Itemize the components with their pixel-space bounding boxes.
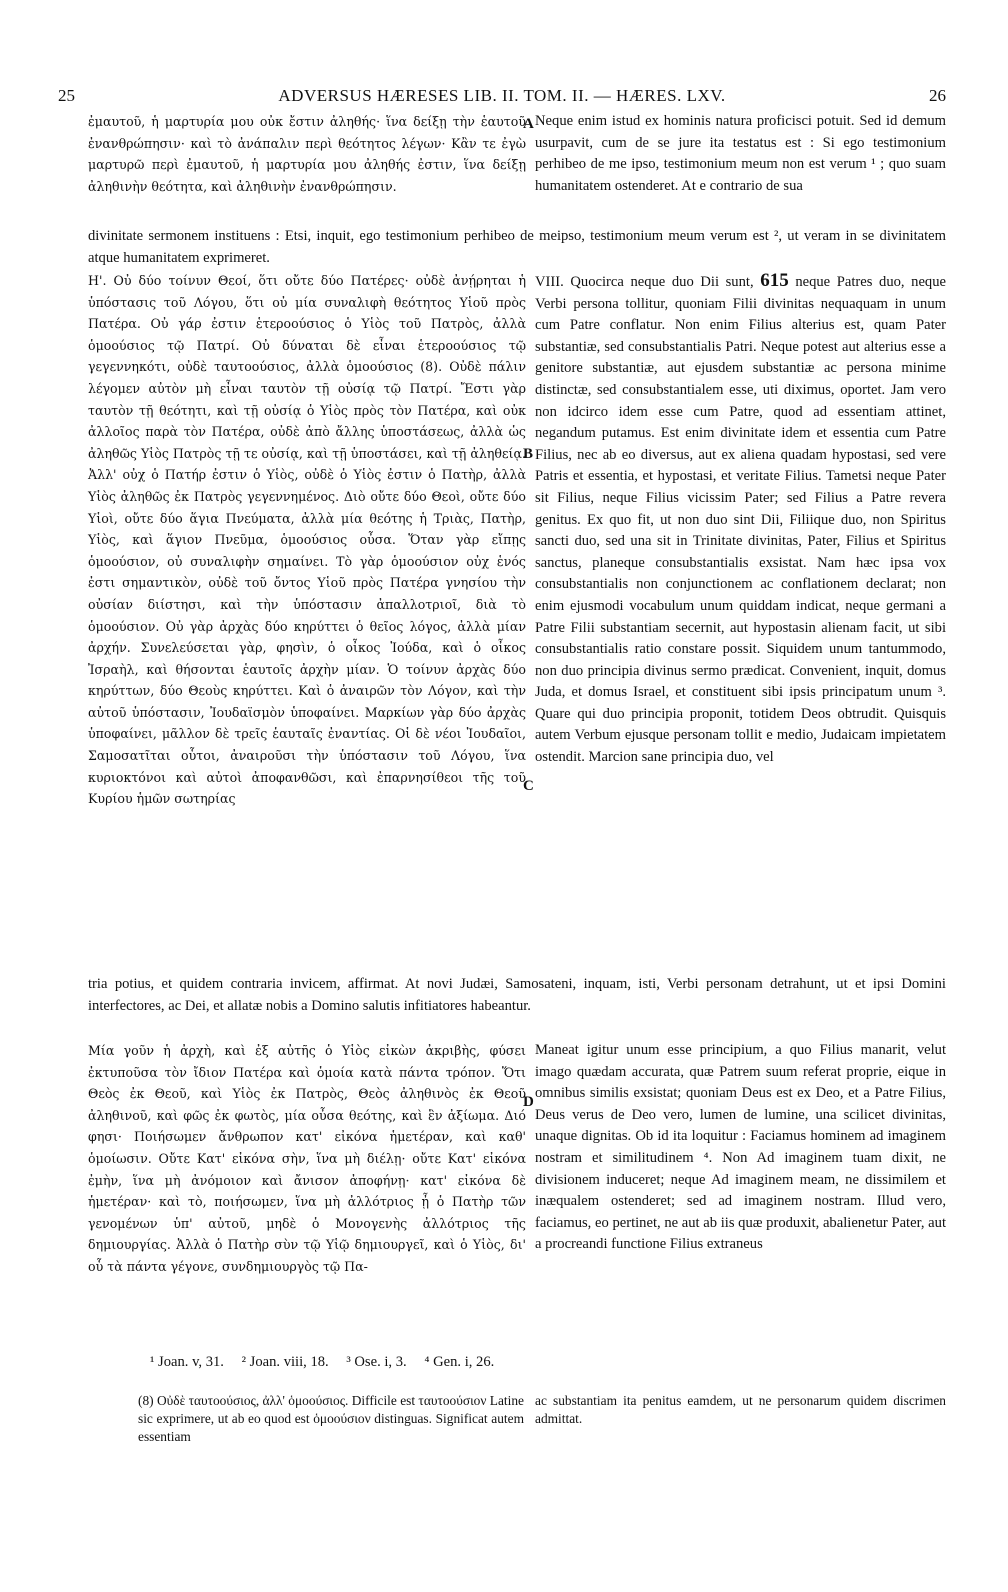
footnotes	[150, 1354, 508, 1371]
footnote-3: ³ Ose. i, 3.	[346, 1354, 407, 1370]
latin-text: Neque enim istud ex hominis natura proficisci potuit. Sed id demum usurpavit, cum de se jure ita testatus est : Si ego testimonium perhibeo de me ipso, testimonium meum non est verum ¹ ; quo suam humanitatem ostenderet. At e contrario de sua	[535, 113, 946, 194]
block-3	[30, 1040, 974, 1340]
greek-column	[88, 270, 526, 810]
margin-letter-a: A	[523, 116, 534, 132]
latin-text: Maneat igitur unum esse principium, a quo Filius manarit, velut imago quædam accurata, quæ Patrem suum referat proprie, eique in omnibus similis exsistat; quoniam Deus est ex Deo, et a Patre Filius, Deus verus de Deo vero, lumen de lumine, una scilicet divinitas, unaque dignitas. Ob id ita loquitur : Faciamus hominem ad imaginem nostram et similitudinem ⁴. Non Ad imaginem tuam dixit, ne divisionem induceret; neque Ad imaginem meam, ne dissimilem et inæqualem ostenderet; sed ad imaginem nostram. Illud vero, faciamus, eo pertinet, ne aut ab iis quæ produxit, abalienetur Pater, aut a procreandi functione Filius extraneus	[535, 1042, 946, 1253]
editor-note-left: (8) Οὐδὲ ταυτοούσιος, ἀλλ' ὁμοούσιος. Difficile est ταυτοούσιον Latine sic exprimere, ut ab eo quod est ὁμοούσιον distinguas. Significat autem essentiam	[138, 1393, 524, 1444]
latin-column	[535, 111, 946, 197]
spanning-line-2	[88, 974, 946, 1017]
greek-column	[88, 111, 526, 197]
block-1	[30, 111, 974, 223]
latin-column	[535, 1040, 946, 1256]
running-title: ADVERSUS HÆRESES LIB. II. TOM. II. — HÆRES. LXV.	[278, 86, 726, 105]
running-header	[58, 86, 946, 108]
page	[30, 0, 974, 1592]
greek-column	[88, 1040, 526, 1278]
latin-column	[535, 270, 946, 769]
margin-letter-c: C	[523, 778, 534, 794]
greek-text: ἐμαυτοῦ, ἡ μαρτυρία μου οὐκ ἔστιν ἀληθής· ἵνα δείξῃ τὴν ἑαυτοῦ ἐνανθρώπησιν· καὶ τὸ ἀνάπαλιν περὶ θεότητος λέγων· Κἂν τε ἐγὼ μαρτυρῶ περὶ ἐμαυτοῦ, ἡ μαρτυρία μου ἀληθής ἐστιν, ἵνα δείξῃ ἀληθινὴν θεότητα, καὶ ἀληθινὴν ἐνανθρώπησιν.	[88, 114, 526, 194]
column-number: 615	[760, 270, 789, 291]
greek-text: Μία γοῦν ἡ ἀρχὴ, καὶ ἐξ αὐτῆς ὁ Υἱὸς εἰκὼν ἀκριβὴς, φύσει ἐκτυποῦσα τὸν ἴδιον Πατέρα καὶ ὁμοία κατὰ πάντα τρόπον. Ὅτι Θεὸς ἐκ Θεοῦ, καὶ Υἱὸς ἐκ Πατρὸς, Θεὸς ἀληθινὸς ἐκ Θεοῦ ἀληθινοῦ, καὶ φῶς ἐκ φωτὸς, μία οὖσα θεότης, καὶ ἓν ἀξίωμα. Διό φησι· Ποιήσωμεν ἄνθρωπον κατ' εἰκόνα ἡμετέραν, καὶ καθ' ὁμοίωσιν. Οὔτε Κατ' εἰκόνα σὴν, ἵνα μὴ διέλῃ· οὔτε Κατ' εἰκόνα ἐμὴν, ἵνα μὴ ἀνόμοιον καὶ ἄνισον ἀποφήνῃ· κατ' εἰκόνα δὲ ἡμετέραν· καὶ τὸ, ποιήσωμεν, ἵνα μὴ ἀλλότριος ᾖ ὁ Πατὴρ τῶν γενομένων ὑπ' αὐτοῦ, μηδὲ ὁ Μονογενὴς ἀλλότριος τῆς δημιουργίας. Ἀλλὰ ὁ Πατὴρ σὺν τῷ Υἱῷ δημιουργεῖ, καὶ ὁ Υἱὸς, δι' οὗ τὰ πάντα γέγονε, συνδημιουργὸς τῷ Πα-	[88, 1043, 526, 1274]
latin-continuation: tria potius, et quidem contraria invicem, affirmat. At novi Judæi, Samosateni, inquam, isti, Verbi personam detrahunt, ut et ipsi Domini interfectores, ac Dei, et allatæ nobis a Domino salutis infitiatores habeantur.	[88, 976, 946, 1014]
latin-continuation: divinitate sermonem instituens : Etsi, inquit, ego testimonium perhibeo de meipso, testimonium meum verum est ², ut veram in se divinitatem atque humanitatem exprimeret.	[88, 228, 946, 266]
footnote-2: ² Joan. viii, 18.	[241, 1354, 329, 1370]
right-page-number: 26	[929, 86, 946, 105]
footnote-4: ⁴ Gen. i, 26.	[424, 1354, 495, 1370]
editor-note-right: ac substantiam ita penitus eamdem, ut ne personarum quidem discrimen admittat.	[535, 1393, 946, 1426]
footnote-1: ¹ Joan. v, 31.	[150, 1354, 224, 1370]
greek-text: Η'. Οὐ δύο τοίνυν Θεοί, ὅτι οὔτε δύο Πατέρες· οὐδὲ ἀνῄρηται ἡ ὑπόστασις τοῦ Λόγου, ὅτι οὐ μία συναλιφὴ θεότητος Υἱοῦ πρὸς Πατέρα. Οὐ γάρ ἐστιν ἑτεροούσιος ὁ Υἱὸς τοῦ Πατρὸς, ἀλλὰ ὁμοούσιος τῷ Πατρί. Οὐ δύναται δὲ εἶναι ἑτεροούσιος τῷ γεγεννηκότι, οὐδὲ ταυτοούσιος, ἀλλὰ ὁμοούσιος (8). Οὐδὲ πάλιν λέγομεν αὐτὸν μὴ εἶναι ταυτὸν τῇ οὐσίᾳ τῷ Πατρί. Ἔστι γὰρ ταυτὸν τῇ θεότητι, καὶ τῇ οὐσίᾳ ὁ Υἱὸς πρὸς τὸν Πατέρα, καὶ οὐκ ἀλλοῖος παρὰ τὸν Πατέρα, οὐδὲ ἀπὸ ἄλλης ὑποστάσεως, ἀλλὰ ὡς ἀληθῶς Υἱὸς Πατρὸς τῇ τε οὐσίᾳ, καὶ τῇ ὑποστάσει, καὶ τῇ ἀληθείᾳ. Ἀλλ' οὐχ ὁ Πατήρ ἐστιν ὁ Υἱὸς, οὐδὲ ὁ Υἱὸς ἐστιν ὁ Πατὴρ, ἀλλὰ Υἱὸς ἀληθῶς ἐκ Πατρὸς γεγεννημένος. Διὸ οὔτε δύο Θεοὶ, οὔτε δύο Υἱοὶ, οὔτε δύο ἅγια Πνεύματα, ἀλλὰ μία θεότης ἡ Τριὰς, Πατὴρ, Υἱὸς, καὶ ἅγιον Πνεῦμα, ὁμοούσιος οὖσα. Ὅταν γὰρ εἴπῃς ὁμοούσιον, οὐ συναλιφὴν σημαίνει. Τὸ γὰρ ὁμοούσιον οὐχ ἑνός ἐστι σημαντικὸν, οὐδὲ τοῦ ὄντος Υἱοῦ πρὸς Πατέρα γνησίου τὴν οὐσίαν διίστησι, καὶ τὴν ὑπόστασιν ἀπαλλοτριοῖ, διὰ τὸ ὁμοούσιον. Οὐ γὰρ ἀρχὰς δύο κηρύττει ὁ θεῖος λόγος, ἀλλὰ μίαν ἀρχήν. Συνελεύσεται γὰρ, φησὶν, ὁ οἶκος Ἰούδα, καὶ ὁ οἶκος Ἰσραὴλ, καὶ θήσονται ἑαυτοῖς ἀρχὴν μίαν. Ὁ τοίνυν ἀρχὰς δύο κηρύττων, δύο Θεοὺς κηρύττει. Καὶ ὁ ἀναιρῶν τὸν Λόγον, καὶ τὴν αὐτοῦ ὑπόστασιν, Ἰουδαϊσμὸν ὑποφαίνει. Μαρκίων γὰρ δύο ἀρχὰς ὑποφαίνει, μᾶλλον δὲ τρεῖς ἑαυταῖς ἐναντίας. Οἱ δὲ νέοι Ἰουδαῖοι, Σαμοσατῖται οὗτοι, ἀναιροῦσι τὴν ὑπόστασιν τοῦ Λόγου, ἵνα κυριοκτόνοι καὶ αὐτοὶ ἀποφανθῶσι, καὶ ἐπαρνησίθεοι τῆς τοῦ Κυρίου ἡμῶν σωτηρίας	[88, 273, 526, 807]
left-page-number: 25	[58, 86, 75, 105]
margin-letter-d: D	[523, 1094, 534, 1110]
margin-letter-b: B	[523, 446, 534, 462]
latin-text: VIII. Quocirca neque duo Dii sunt, 615 neque Patres duo, neque Verbi persona tollitur, quoniam Filii divinitas nequaquam in unum cum Patre conflatur. Non enim Filius alterius est, quam Pater substantiæ, sed consubstantialis Patri. Neque potest aut alterius esse a genitore substantiæ, aut ejusdem substantiæ ac persona minime distinctæ, sed consubstantialem esse, uti diximus, oportet. Jam vero non idcirco idem esse cum Patre, quod ad essentiam attinet, negandum putamus. Est enim divinitate idem et essentia cum Patre Filius, nec ab eo diversus, aut ex aliena quadam hypostasi, sed vere Patris et essentia, et hypostasi, et veritate Filius. Tametsi neque Pater sit Filius, neque Filius vicissim Pater; sed Filius a Patre revera genitus. Ex quo fit, ut non duo sint Dii, Filiique duo, non Spiritus sancti duo, sed una sit in Trinitate divinitas, Pater, Filius et Spiritus sanctus, planeque consubstantialis exsistat. Nam hæc ipsa vox consubstantialis non conjunctionem ac conflationem declarat; non enim ejusmodi vocabulum unum quiddam indicat, neque germani a Patre Filii substantiam secernit, aut hypostasin alienam facit, ut sibi consubstantialis ratio constare possit. Siquidem unum tantummodo, non duo principia divinus sermo prædicat. Convenient, inquit, domus Juda, et domus Israel, et constituent sibi ipsis principatum unum ³. Quare qui duo principia proponit, totidem Deos obtrudit. Quisquis autem Verbum ejusque personam tollit e medio, Judaicam impietatem ostendit. Marcion sane principia duo, vel	[535, 270, 946, 766]
spanning-line-1	[88, 226, 946, 269]
block-2	[30, 270, 974, 970]
